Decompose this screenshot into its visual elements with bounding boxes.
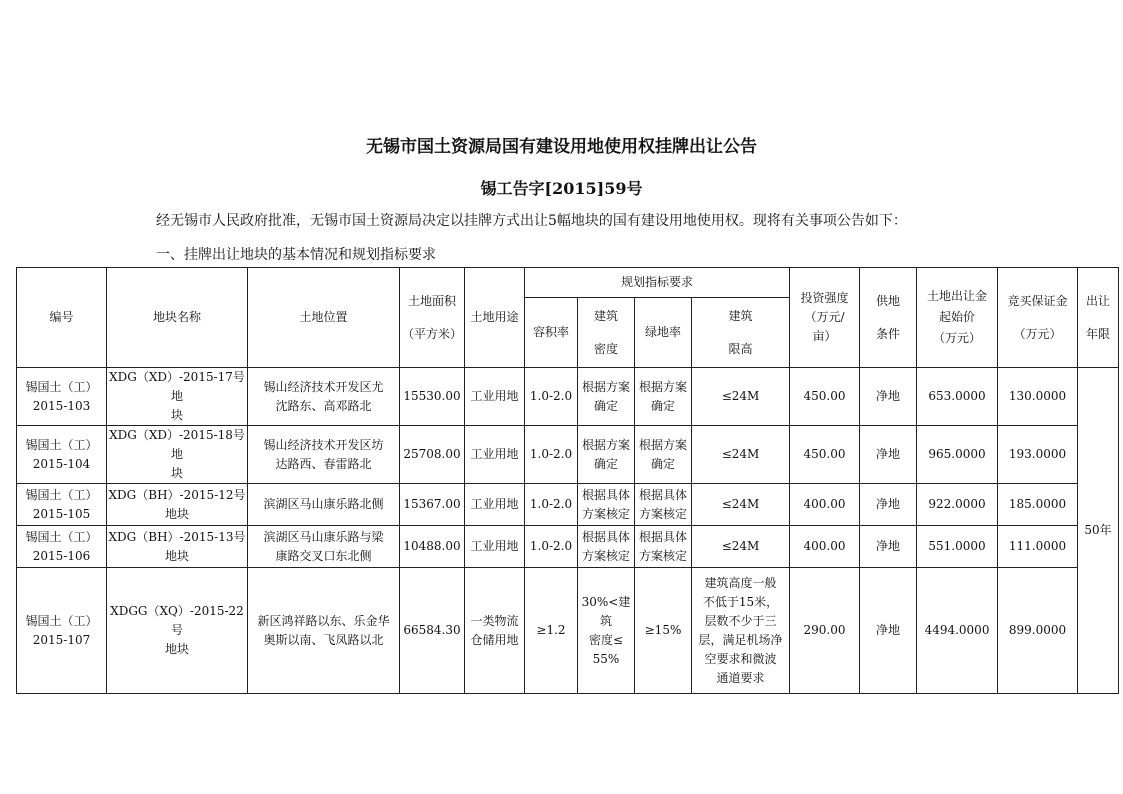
header-density: [578, 298, 635, 368]
cell-price: 922.0000: [917, 484, 998, 526]
cell-density-line3: 55%: [592, 651, 620, 666]
cell-invest: 450.00: [790, 426, 860, 484]
cell-height-line: 建筑高度一般: [704, 575, 777, 590]
cell-use-line1: 工业用地: [470, 497, 519, 511]
cell-name-line2: 块: [170, 466, 183, 480]
cell-deposit: 185.0000: [998, 484, 1078, 526]
cell-deposit: 193.0000: [998, 426, 1078, 484]
header-height-a: 建筑: [728, 308, 753, 323]
cell-height: [692, 526, 790, 568]
cell-density-line2: 确定: [593, 398, 618, 413]
header-density-a: 建筑: [593, 308, 618, 323]
cell-use: [465, 568, 525, 694]
cell-green-line2: 方案核定: [638, 548, 687, 563]
cell-green: [635, 568, 692, 694]
header-location: 土地位置: [248, 268, 400, 368]
cell-density: [578, 484, 635, 526]
cell-location-line1: 滨湖区马山康乐路北侧: [263, 497, 384, 511]
cell-use-line1: 工业用地: [470, 447, 519, 461]
cell-far: 1.0-2.0: [525, 426, 578, 484]
cell-deposit: 899.0000: [998, 568, 1078, 694]
cell-price: 653.0000: [917, 368, 998, 426]
cell-location: [248, 368, 400, 426]
header-deposit-b: （万元）: [1013, 326, 1062, 341]
cell-code-line1: 锡国土（工）: [25, 613, 98, 628]
cell-code-line2: 2015-104: [32, 456, 91, 471]
header-invest-unit-a: （万元/: [804, 310, 845, 324]
cell-code-line2: 2015-106: [32, 548, 91, 563]
cell-code-line2: 2015-105: [32, 506, 91, 521]
cell-height: [692, 568, 790, 694]
header-name: 地块名称: [107, 268, 248, 368]
cell-supply: 净地: [860, 368, 917, 426]
header-density-b: 密度: [593, 341, 618, 356]
cell-supply: 净地: [860, 526, 917, 568]
cell-location-line1: 新区鸿祥路以东、乐金华: [257, 613, 390, 628]
cell-density-line1: 根据方案: [581, 379, 630, 394]
cell-use-line2: 仓储用地: [470, 632, 519, 647]
cell-code: [17, 568, 107, 694]
cell-height: [692, 484, 790, 526]
cell-location: [248, 568, 400, 694]
cell-density-line2: 密度≤: [588, 632, 624, 647]
cell-area: 15367.00: [400, 484, 465, 526]
cell-invest: 450.00: [790, 368, 860, 426]
header-row: [17, 268, 1119, 298]
cell-code-line2: 2015-107: [32, 632, 91, 647]
cell-green-line2: 确定: [650, 456, 675, 471]
cell-name: [107, 368, 248, 426]
cell-use-line1: 一类物流: [470, 613, 519, 628]
cell-density-line2: 方案核定: [581, 548, 630, 563]
cell-height: [692, 426, 790, 484]
header-supply-a: 供地: [876, 293, 901, 308]
cell-code: [17, 368, 107, 426]
header-term: [1078, 268, 1119, 368]
header-invest-label: 投资强度: [800, 291, 849, 305]
table-row: [17, 526, 1119, 568]
cell-name-line1: XDG（BH）-2015-13号: [108, 529, 246, 544]
cell-invest: 400.00: [790, 526, 860, 568]
cell-green-line2: 确定: [650, 398, 675, 413]
cell-density-line1: 根据具体: [581, 529, 630, 544]
cell-location-line2: 沈路东、高邓路北: [275, 398, 372, 413]
cell-code-line1: 锡国土（工）: [25, 487, 98, 502]
cell-deposit: 111.0000: [998, 526, 1078, 568]
header-area: [400, 268, 465, 368]
cell-far: 1.0-2.0: [525, 484, 578, 526]
cell-density: [578, 526, 635, 568]
cell-use: [465, 484, 525, 526]
cell-code-line2: 2015-103: [32, 398, 91, 413]
cell-name: [107, 568, 248, 694]
header-invest: [790, 268, 860, 368]
header-height: [692, 298, 790, 368]
cell-location-line1: 滨湖区马山康乐路与梁: [263, 529, 384, 544]
section-heading: 一、挂牌出让地块的基本情况和规划指标要求: [156, 247, 436, 263]
header-far: 容积率: [525, 298, 578, 368]
cell-density-line1: 30%<建筑: [581, 594, 631, 628]
cell-green: [635, 368, 692, 426]
header-price-c: （万元）: [933, 331, 982, 345]
cell-green-line1: 根据具体: [638, 529, 687, 544]
cell-height-line: 通道要求: [716, 670, 765, 685]
header-price-b: 起始价: [939, 310, 976, 324]
cell-supply: 净地: [860, 484, 917, 526]
cell-code-line1: 锡国土（工）: [25, 529, 98, 544]
intro-paragraph: 经无锡市人民政府批准，无锡市国土资源局决定以挂牌方式出让5幅地块的国有建设用地使用权。现将有关事项公告如下：: [156, 213, 907, 229]
cell-height-line: 不低于15米，: [702, 594, 779, 609]
cell-name: [107, 426, 248, 484]
cell-location-line1: 锡山经济技术开发区尤: [263, 379, 384, 394]
cell-use-line1: 工业用地: [470, 389, 519, 403]
table-row: [17, 568, 1119, 694]
header-invest-unit-b: 亩）: [812, 329, 837, 343]
cell-use: [465, 426, 525, 484]
cell-name-line2: 地块: [164, 642, 189, 656]
cell-green: [635, 426, 692, 484]
cell-name-line1: XDG（XD）-2015-17号地: [109, 370, 245, 403]
cell-green-line1: 根据方案: [638, 379, 687, 394]
header-area-unit: （平方米）: [401, 326, 462, 341]
cell-name-line1: XDGG（XQ）-2015-22号: [110, 604, 244, 637]
cell-price: 551.0000: [917, 526, 998, 568]
cell-far: 1.0-2.0: [525, 526, 578, 568]
cell-green: [635, 526, 692, 568]
cell-deposit: 130.0000: [998, 368, 1078, 426]
cell-use: [465, 368, 525, 426]
cell-invest: 400.00: [790, 484, 860, 526]
cell-area: 10488.00: [400, 526, 465, 568]
header-price: [917, 268, 998, 368]
cell-green-line1: ≥15%: [644, 623, 682, 637]
cell-density: [578, 426, 635, 484]
cell-code-line1: 锡国土（工）: [25, 437, 98, 452]
cell-area: 66584.30: [400, 568, 465, 694]
header-height-b: 限高: [728, 341, 753, 356]
cell-far: ≥1.2: [525, 568, 578, 694]
header-supply-b: 条件: [876, 326, 901, 341]
header-deposit-a: 竞买保证金: [1007, 293, 1068, 308]
cell-code: [17, 426, 107, 484]
header-area-label: 土地面积: [407, 293, 456, 308]
cell-height-line: ≤24M: [721, 497, 760, 511]
header-plan: 规划指标要求: [525, 268, 790, 298]
cell-name: [107, 484, 248, 526]
cell-use-line1: 工业用地: [470, 539, 519, 553]
cell-supply: 净地: [860, 568, 917, 694]
header-code: 编号: [17, 268, 107, 368]
cell-height-line: 层数不少于三: [704, 613, 777, 628]
cell-height-line: ≤24M: [721, 389, 760, 403]
cell-name: [107, 526, 248, 568]
cell-supply: 净地: [860, 426, 917, 484]
cell-area: 25708.00: [400, 426, 465, 484]
cell-density: [578, 568, 635, 694]
header-use: 土地用途: [465, 268, 525, 368]
cell-term: 50年: [1078, 368, 1119, 694]
cell-name-line2: 地块: [164, 506, 189, 521]
cell-green: [635, 484, 692, 526]
cell-location-line2: 奥斯以南、飞凤路以北: [263, 632, 384, 647]
cell-green-line2: 方案核定: [638, 506, 687, 521]
cell-density-line1: 根据方案: [581, 437, 630, 452]
cell-name-line2: 地块: [164, 548, 189, 563]
cell-far: 1.0-2.0: [525, 368, 578, 426]
cell-name-line2: 块: [170, 408, 183, 422]
header-price-a: 土地出让金: [927, 289, 988, 303]
table-row: [17, 426, 1119, 484]
cell-location: [248, 526, 400, 568]
cell-area: 15530.00: [400, 368, 465, 426]
cell-location-line1: 锡山经济技术开发区坊: [263, 437, 384, 452]
cell-density-line2: 方案核定: [581, 506, 630, 521]
cell-height-line: ≤24M: [721, 447, 760, 461]
table-row: [17, 368, 1119, 426]
cell-density-line1: 根据具体: [581, 487, 630, 502]
cell-density: [578, 368, 635, 426]
table-row: [17, 484, 1119, 526]
cell-code: [17, 526, 107, 568]
cell-height-line: 空要求和微波: [704, 651, 777, 666]
cell-height-line: ≤24M: [721, 539, 760, 553]
cell-density-line2: 确定: [593, 456, 618, 471]
parcel-table: [16, 267, 1119, 694]
cell-name-line1: XDG（BH）-2015-12号: [108, 487, 246, 502]
header-term-a: 出让: [1086, 293, 1111, 308]
header-supply: [860, 268, 917, 368]
cell-code: [17, 484, 107, 526]
header-deposit: [998, 268, 1078, 368]
cell-price: 4494.0000: [917, 568, 998, 694]
header-term-b: 年限: [1086, 326, 1111, 341]
cell-green-line1: 根据方案: [638, 437, 687, 452]
cell-location: [248, 484, 400, 526]
cell-location-line2: 达路西、春雷路北: [275, 456, 372, 471]
cell-invest: 290.00: [790, 568, 860, 694]
cell-price: 965.0000: [917, 426, 998, 484]
cell-use: [465, 526, 525, 568]
cell-green-line1: 根据具体: [638, 487, 687, 502]
cell-name-line1: XDG（XD）-2015-18号地: [109, 428, 245, 461]
cell-code-line1: 锡国土（工）: [25, 379, 98, 394]
document-number: 锡工告字[2015]59号: [480, 179, 643, 198]
cell-height-line: 层，满足机场净: [698, 632, 783, 647]
cell-location-line2: 康路交叉口东北侧: [275, 548, 372, 563]
header-green: 绿地率: [635, 298, 692, 368]
cell-location: [248, 426, 400, 484]
announcement-title: 无锡市国土资源局国有建设用地使用权挂牌出让公告: [366, 137, 757, 157]
cell-height: [692, 368, 790, 426]
